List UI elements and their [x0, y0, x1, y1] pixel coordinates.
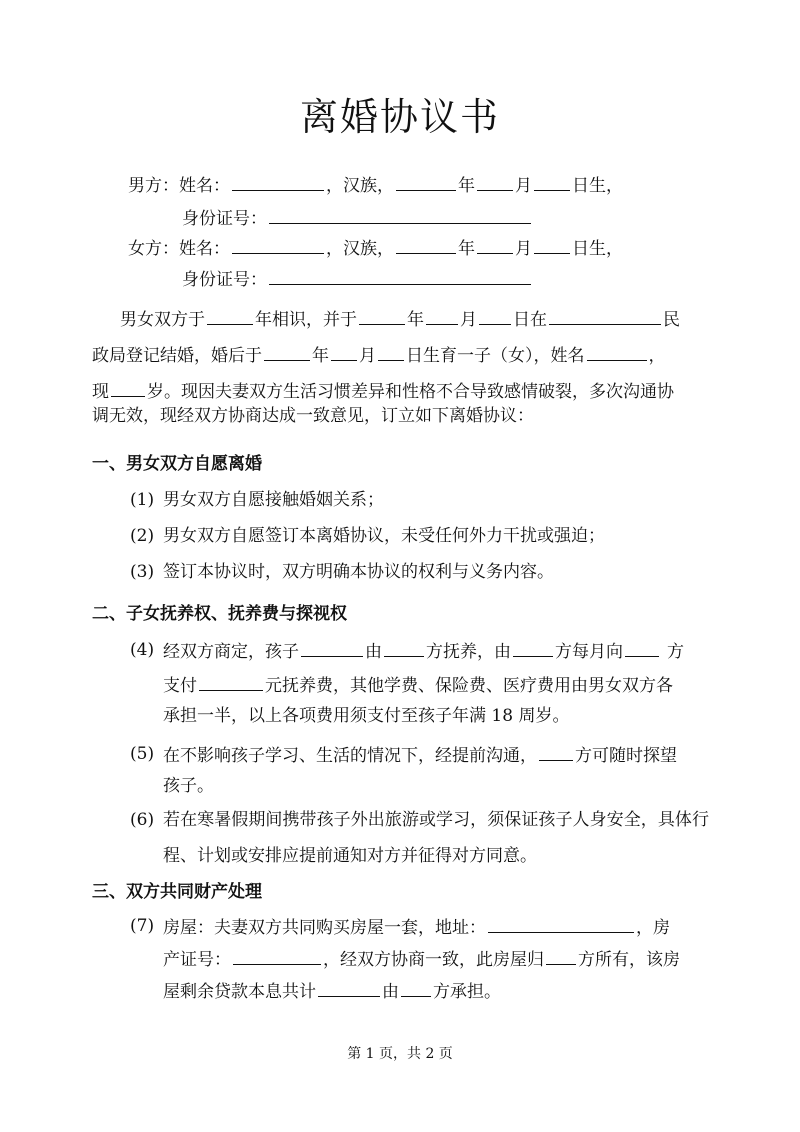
section-heading-3: 三、双方共同财产处理 — [92, 882, 262, 902]
meet-year-blank — [207, 306, 253, 325]
intro-text: 现 — [92, 382, 109, 402]
male-name-blank — [232, 172, 324, 191]
loan-party-blank — [401, 978, 431, 997]
female-name-blank — [232, 235, 324, 254]
intro-text: 政局登记结婚，婚后于 — [92, 346, 262, 366]
id-label: 身份证号： — [182, 270, 267, 290]
intro-text: 年相识，并于 — [255, 310, 357, 330]
female-birth-day-blank — [534, 235, 570, 254]
name-label: 姓名： — [179, 176, 230, 196]
day-born-text: 日生， — [572, 239, 623, 259]
item-text: 方 — [667, 642, 684, 662]
intro-text: 岁。现因夫妻双方生活习惯差异和性格不合导致感情破裂，多次沟通协 — [147, 382, 674, 402]
item-text: ，经双方协商一致，此房屋归 — [323, 950, 544, 970]
item-7-line-3 — [163, 978, 501, 1004]
item-4-line-1 — [163, 638, 684, 664]
child-age-blank — [111, 378, 145, 397]
intro-text: 男女双方于 — [120, 310, 205, 330]
page-footer: 第 1 页，共 2 页 — [347, 1046, 453, 1062]
female-label: 女方： — [128, 239, 179, 259]
item-5-line-2: 孩子。 — [163, 776, 214, 796]
item-text: 由 — [365, 642, 382, 662]
item-number: (7) — [130, 916, 155, 936]
item-text: 签订本协议时，双方明确本协议的权利与义务内容。 — [163, 562, 554, 582]
marriage-day-blank — [479, 306, 511, 325]
item-7-line-1 — [163, 914, 670, 940]
intro-text: 日生育一子（女），姓名 — [406, 346, 585, 366]
intro-text: 年 — [312, 346, 329, 366]
item-text: 若在寒暑假期间携带孩子外出旅游或学习，须保证孩子人身安全，具体行程、计划或安排应提前通知对方并征得对方同意。 — [163, 810, 709, 866]
item-number: (5) — [130, 744, 155, 764]
item-text: 产证号： — [163, 950, 231, 970]
owner-party-blank — [546, 946, 576, 965]
section-heading-2: 二、子女抚养权、抚养费与探视权 — [92, 604, 347, 624]
item-number: (1) — [130, 490, 155, 510]
intro-line-1 — [120, 306, 680, 332]
ethnic-text: ，汉族， — [326, 176, 394, 196]
item-text: 男女双方自愿接触婚姻关系； — [163, 490, 384, 510]
male-birth-day-blank — [534, 172, 570, 191]
child-birth-day-blank — [378, 342, 404, 361]
male-birth-month-blank — [477, 172, 513, 191]
month-text: 月 — [515, 176, 532, 196]
item-text: ，房 — [636, 918, 670, 938]
item-text: 在不影响孩子学习、生活的情况下，经提前沟通， — [163, 746, 537, 766]
marriage-year-blank — [359, 306, 405, 325]
custody-party-blank — [384, 638, 424, 657]
section-heading-1: 一、男女双方自愿离婚 — [92, 454, 262, 474]
female-id-blank — [269, 266, 531, 285]
item-text: 方可随时探望 — [575, 746, 677, 766]
intro-text: 年 — [407, 310, 424, 330]
item-4-line-3: 承担一半，以上各项费用须支付至孩子年满 18 周岁。 — [163, 706, 570, 726]
male-birth-year-blank — [396, 172, 456, 191]
payee-party-blank — [625, 638, 659, 657]
item-number: (4) — [130, 640, 155, 660]
intro-text: 民 — [663, 310, 680, 330]
payer-party-blank — [513, 638, 553, 657]
item-number: (3) — [130, 562, 155, 582]
male-party-line — [128, 172, 623, 198]
day-born-text: 日生， — [572, 176, 623, 196]
registry-blank — [549, 306, 661, 325]
item-4-line-2 — [163, 672, 673, 698]
item-5-line-1 — [163, 742, 677, 768]
intro-line-4: 调无效，现经双方协商达成一致意见，订立如下离婚协议： — [92, 406, 534, 426]
item-text: 经双方商定，孩子 — [163, 642, 299, 662]
year-text: 年 — [458, 239, 475, 259]
id-label: 身份证号： — [182, 209, 267, 229]
intro-text: 日在 — [513, 310, 547, 330]
year-text: 年 — [458, 176, 475, 196]
intro-text: 月 — [359, 346, 376, 366]
item-text: 由 — [382, 982, 399, 1002]
address-blank — [488, 914, 634, 933]
item-text: 方承担。 — [433, 982, 501, 1002]
item-text: 方所有，该房 — [578, 950, 680, 970]
female-id-line — [182, 266, 533, 292]
item-number: (6) — [130, 810, 155, 830]
child-name-blank — [587, 342, 647, 361]
female-party-line — [128, 235, 623, 261]
intro-text: 月 — [460, 310, 477, 330]
item-text: 支付 — [163, 676, 197, 696]
item-text: 屋剩余贷款本息共计 — [163, 982, 316, 1002]
female-birth-year-blank — [396, 235, 456, 254]
name-label: 姓名： — [179, 239, 230, 259]
child-birth-year-blank — [264, 342, 310, 361]
item-number: (2) — [130, 526, 155, 546]
item-text: 房屋：夫妻双方共同购买房屋一套，地址： — [163, 918, 486, 938]
ethnic-text: ，汉族， — [326, 239, 394, 259]
intro-line-2 — [92, 342, 666, 368]
visiting-party-blank — [539, 742, 573, 761]
document-title: 离婚协议书 — [299, 95, 500, 139]
item-text: 方抚养，由 — [426, 642, 511, 662]
support-amount-blank — [199, 672, 263, 691]
item-text: 方每月向 — [555, 642, 623, 662]
month-text: 月 — [515, 239, 532, 259]
item-text: 男女双方自愿签订本离婚协议，未受任何外力干扰或强迫； — [163, 526, 605, 546]
female-birth-month-blank — [477, 235, 513, 254]
property-cert-blank — [233, 946, 321, 965]
intro-text: ， — [648, 346, 666, 366]
loan-amount-blank — [318, 978, 380, 997]
intro-line-3 — [92, 378, 674, 404]
marriage-month-blank — [426, 306, 458, 325]
male-id-blank — [269, 205, 531, 224]
item-text: 元抚养费，其他学费、保险费、医疗费用由男女双方各 — [265, 676, 673, 696]
item-7-line-2 — [163, 946, 680, 972]
male-label: 男方： — [128, 176, 179, 196]
male-id-line — [182, 205, 533, 231]
child-birth-month-blank — [331, 342, 357, 361]
child-blank — [301, 638, 363, 657]
